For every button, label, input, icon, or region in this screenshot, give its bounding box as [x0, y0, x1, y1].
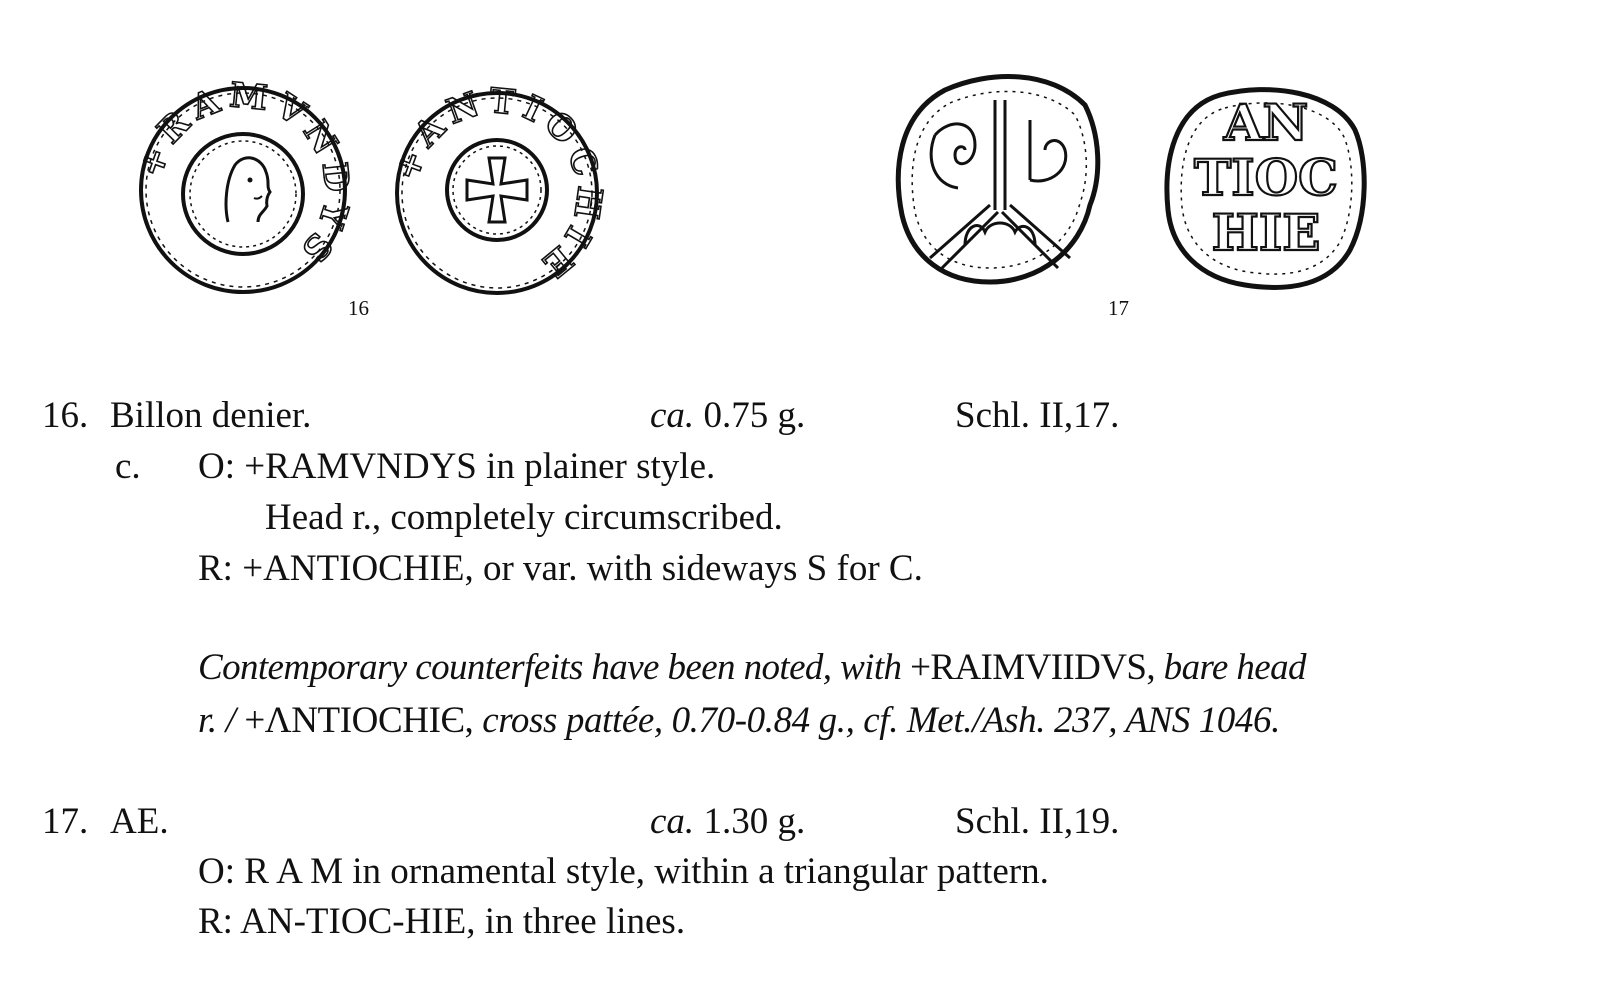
note-text: bare head [1163, 647, 1306, 688]
obverse-description: O: R A M in ornamental style, within a triangular pattern. [198, 851, 1049, 892]
weight-value: 1.30 g. [703, 801, 806, 842]
coin-17-reverse [1167, 90, 1364, 288]
obverse-description: O: +RAMVNDYS in plainer style. [198, 446, 716, 487]
coin-16-obverse-legend: +RAMVNDYS [130, 75, 358, 275]
entry-number: 17. [42, 801, 89, 842]
coin-plate [0, 0, 1600, 350]
reverse-description: R: +ANTIOCHIE, or var. with sideways S for C. [198, 548, 923, 589]
note-text: r. / [198, 700, 236, 741]
coin-illustrations [0, 0, 1600, 350]
weight-prefix: ca. [650, 395, 695, 436]
weight-prefix: ca. [650, 801, 695, 842]
entry-title: AE. [110, 801, 169, 842]
figure-label-17: 17 [1108, 296, 1129, 320]
reverse-description: R: AN-TIOC-HIE, in three lines. [198, 901, 686, 942]
entry-reference: Schl. II,17. [955, 395, 1120, 436]
weight-value: 0.75 g. [703, 395, 806, 436]
variant-label: c. [115, 446, 141, 487]
coin-16-reverse-legend: +ANTIOCHIE [386, 80, 610, 290]
coin-16-reverse [387, 81, 610, 293]
entry-number: 16. [42, 395, 89, 436]
obverse-description-continued: Head r., completely circumscribed. [265, 497, 783, 538]
note-legend: +ΛNTIOCHIЄ, [244, 700, 474, 741]
counterfeit-note-line-2 [198, 702, 1280, 739]
entry-weight [650, 397, 805, 434]
entry-reference: Schl. II,19. [955, 801, 1120, 842]
coin-16-obverse [131, 75, 358, 292]
note-legend: +RAIMVIIDVS, [910, 647, 1156, 688]
entry-title: Billon denier. [110, 395, 312, 436]
coin-17-reverse-line-2: TIOC [1194, 148, 1338, 207]
coin-17-reverse-line-1: AN [1223, 93, 1309, 152]
counterfeit-note-line-1 [198, 649, 1306, 686]
coin-17-obverse [898, 76, 1097, 282]
note-text: Contemporary counterfeits have been noted, with [198, 647, 902, 688]
coin-17-reverse-line-3: HIE [1211, 203, 1321, 262]
svg-text:+RAMVNDYS [131, 75, 358, 274]
figure-label-16: 16 [348, 296, 369, 320]
entry-weight [650, 803, 805, 840]
note-text: cross pattée, 0.70-0.84 g., cf. Met./Ash. 237, ANS 1046. [482, 700, 1280, 741]
